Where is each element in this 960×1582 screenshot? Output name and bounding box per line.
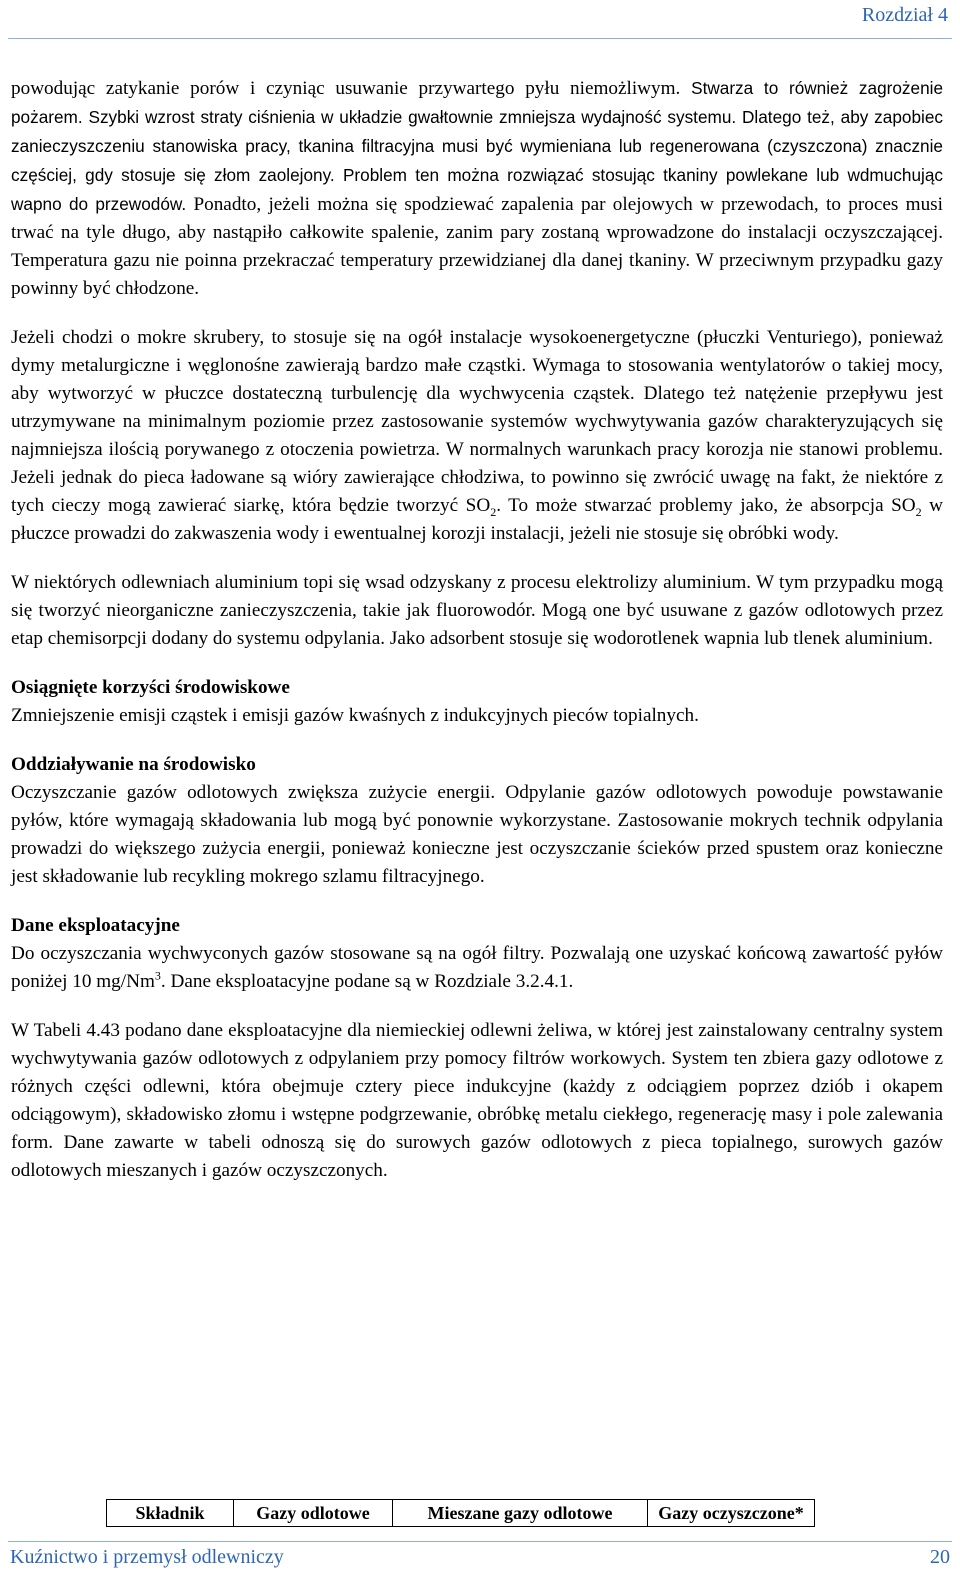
page-header bbox=[8, 0, 952, 39]
section-text: Oczyszczanie gazów odlotowych zwiększa zużycie energii. Odpylanie gazów odlotowych powoduje powstawanie pyłów, które wymagają składowania lub mogą być ponownie wykorzystane. Zastosowanie mokrych technik odpylania prowadzi do większego zużycia energii, ponieważ konieczne jest oczyszczanie ścieków przed spustem oraz konieczne jest składowanie lub recykling mokrego szlamu filtracyjnego. bbox=[11, 782, 943, 887]
paragraph-serif-part: Ponadto, jeżeli można się spodziewać zapalenia par olejowych w przewodach, to proces musi trwać na tyle długo, aby nastąpiło całkowite spalenie, zanim pary zostaną wprowadzone do instalacji oczyszczającej. Temperatura gazu nie poinna przekraczać temperatury przewidzianej dla danej tkaniny. W przeciwnym przypadku gazy powinny być chłodzone. bbox=[11, 194, 943, 299]
section-heading: Oddziaływanie na środowisko bbox=[11, 754, 256, 775]
paragraph-table-intro: W Tabeli 4.43 podano dane eksploatacyjne dla niemieckiej odlewni żeliwa, w której jest zainstalowany centralny system wychwytywania gazów odlotowych z odpylaniem przy pomocy filtrów workowych. System ten zbiera gazy odlotowe z różnych części odlewni, która obejmuje cztery piece indukcyjne (każdy z odciągiem poprzez dziób i okapem odciągowym), składowisko złomu i wstępne podgrzewanie, obróbkę metalu ciekłego, regenerację masy i pole zalewania form. Dane zawarte w tabeli odnoszą się do surowych gazów odlotowych z pieca topialnego, surowych gazów odlotowych mieszanych i gazów oczyszczonych. bbox=[11, 1020, 943, 1181]
subscript: 2 bbox=[915, 504, 922, 519]
paragraph-sans-part: Stwarza to również zagrożenie pożarem. Szybki wzrost straty ciśnienia w układzie gwałtownie zmniejsza wydajność systemu. Dlatego też, aby zapobiec zanieczyszczeniu stanowiska pracy, tkanina filtracyjna musi być wymieniana lub regenerowana (czyszczona) znacznie częściej, gdy stosuje się złom zaolejony. Problem ten można rozwiązać stosując tkaniny powlekane lub wdmuchując wapno do przewodów. bbox=[11, 78, 943, 214]
column-header: Gazy oczyszczone* bbox=[648, 1500, 815, 1527]
section-text bbox=[11, 940, 943, 996]
text-segment: w płuczce prowadzi do zakwaszenia wody i ewentualnej korozji instalacji, jeżeli nie stosuje się obróbki wody. bbox=[11, 495, 944, 544]
text-segment: . Dane eksploatacyjne podane są w Rozdziale 3.2.4.1. bbox=[160, 971, 574, 992]
superscript: 3 bbox=[154, 968, 161, 983]
section-heading: Dane eksploatacyjne bbox=[11, 915, 180, 936]
section-heading: Osiągnięte korzyści środowiskowe bbox=[11, 677, 290, 698]
column-header: Składnik bbox=[107, 1500, 234, 1527]
paragraph-aluminium: W niektórych odlewniach aluminium topi się wsad odzyskany z procesu elektrolizy aluminium. W tym przypadku mogą się tworzyć nieorganiczne zanieczyszczenia, takie jak fluorowodór. Mogą one być usuwane z gazów odlotowych przez etap chemisorpcji dodany do systemu odpylania. Jako adsorbent stosuje się wodorotlenek wapnia lub tlenek aluminium. bbox=[11, 572, 943, 649]
footer-title: Kuźnictwo i przemysł odlewniczy bbox=[10, 1546, 284, 1568]
text-segment: . To może stwarzać problemy jako, że absorpcja SO bbox=[496, 495, 916, 516]
paragraph-wet-scrubbers bbox=[11, 324, 943, 548]
column-header: Mieszane gazy odlotowe bbox=[393, 1500, 648, 1527]
text-segment: Jeżeli chodzi o mokre skrubery, to stosuje się na ogół instalacje wysokoenergetyczne (płuczki Venturiego), ponieważ dymy metalurgiczne i węglonośne zawierają bardzo małe cząstki. Wymaga to stosowania wentylatorów o takiej mocy, aby wytworzyć w płuczce dostateczną turbulencję dla wychwycenia cząstek. Dlatego też natężenie przepływu jest utrzymywane na minimalnym poziomie przez zastosowanie systemów wychwytywania gazów charakteryzujących się najmniejsza ilością porywanego z otoczenia powietrza. W normalnych warunkach pracy korozja nie stanowi problemu. Jeżeli jednak do pieca ładowane są wióry zawierające chłodziwa, to powinno się zwrócić uwagę na fakt, że niektóre z tych cieczy mogą zawierać siarkę, która będzie tworzyć SO bbox=[11, 327, 943, 516]
section-impact bbox=[11, 751, 943, 891]
data-table bbox=[106, 1499, 815, 1527]
section-benefits bbox=[11, 674, 943, 730]
subscript: 2 bbox=[490, 504, 497, 519]
paragraph-bag-filters bbox=[11, 74, 943, 303]
table-header-row bbox=[107, 1500, 815, 1527]
column-header: Gazy odlotowe bbox=[234, 1500, 393, 1527]
paragraph-serif-start: powodując zatykanie porów i czyniąc usuwanie przywartego pyłu niemożliwym. bbox=[11, 78, 692, 99]
chapter-title: Rozdział 4 bbox=[861, 4, 948, 26]
text-segment: Do oczyszczania wychwyconych gazów stosowane są na ogół filtry. Pozwalają one uzyskać końcową zawartość pyłów poniżej 10 mg/Nm bbox=[11, 943, 943, 992]
page-number: 20 bbox=[930, 1546, 950, 1568]
section-text: Zmniejszenie emisji cząstek i emisji gazów kwaśnych z indukcyjnych pieców topialnych. bbox=[11, 705, 699, 726]
section-operational-data bbox=[11, 912, 943, 996]
page-footer bbox=[8, 1541, 952, 1582]
document-body bbox=[11, 74, 943, 1206]
